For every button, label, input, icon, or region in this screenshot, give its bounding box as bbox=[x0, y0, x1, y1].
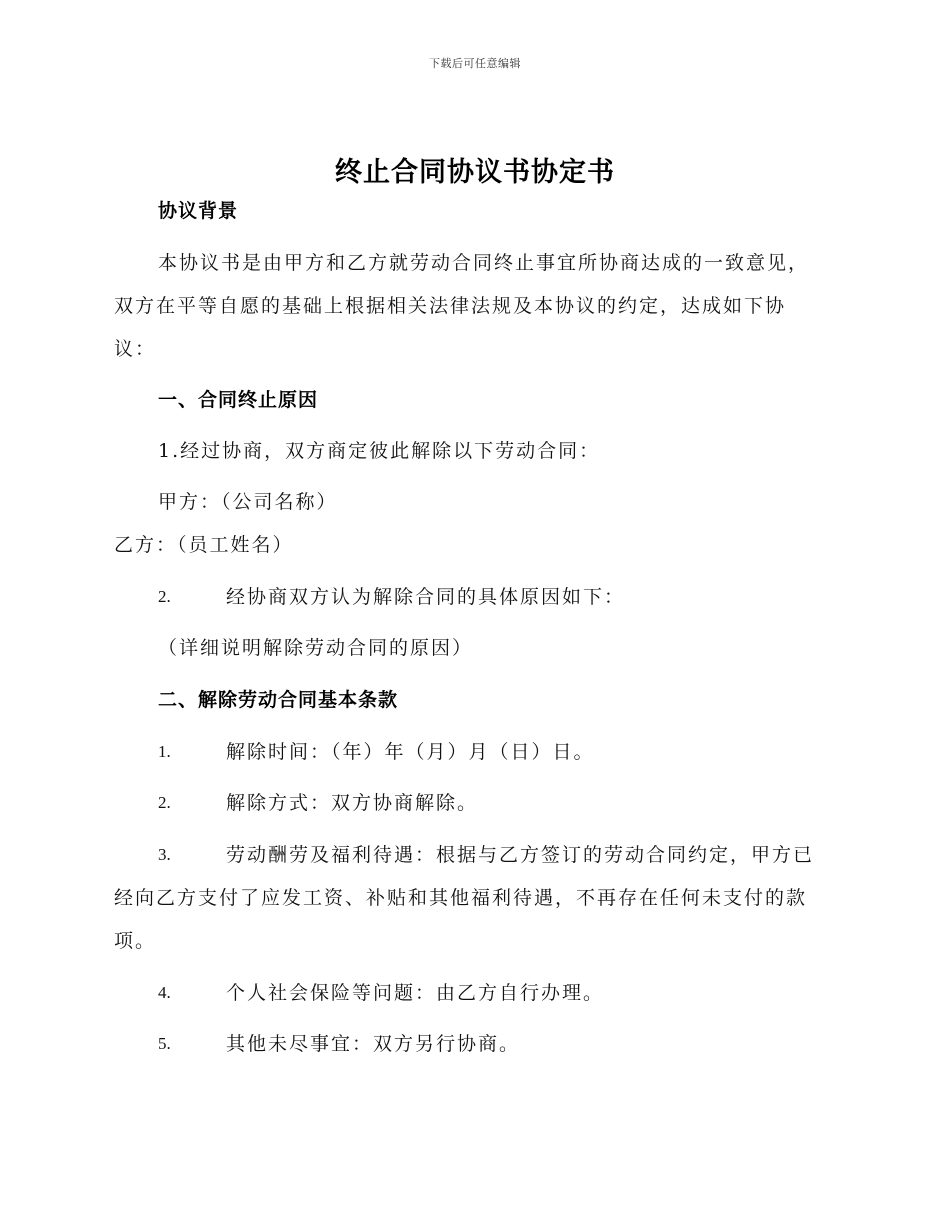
background-paragraph-line-3: 议： bbox=[114, 338, 157, 360]
party-b-line: 乙方：（员工姓名） bbox=[114, 534, 294, 556]
section2-item-4-text: 个人社会保险等问题：由乙方自行办理。 bbox=[226, 982, 605, 1004]
section2-item-3-number: 3. bbox=[158, 845, 171, 864]
party-a-line: 甲方：（公司名称） bbox=[158, 491, 338, 513]
section2-item-3-continuation-1: 经向乙方支付了应发工资、补贴和其他福利待遇，不再存在任何未支付的款 bbox=[114, 887, 808, 909]
document-title: 终止合同协议书协定书 bbox=[335, 157, 615, 188]
background-paragraph-line-2: 双方在平等自愿的基础上根据相关法律法规及本协议的约定，达成如下协 bbox=[114, 295, 787, 317]
background-heading: 协议背景 bbox=[158, 200, 239, 222]
section2-item-1-number: 1. bbox=[158, 742, 171, 761]
section2-item-4-number: 4. bbox=[158, 983, 171, 1002]
section2-item-5-text: 其他未尽事宜：双方另行协商。 bbox=[226, 1033, 521, 1055]
section1-item-2-text: 经协商双方认为解除合同的具体原因如下： bbox=[226, 586, 626, 608]
section2-heading: 二、解除劳动合同基本条款 bbox=[158, 689, 399, 711]
section1-item-1: 1.经过协商，双方商定彼此解除以下劳动合同： bbox=[158, 440, 601, 462]
section1-item-2-number: 2. bbox=[158, 587, 171, 606]
section2-item-1-text: 解除时间：（年）年（月）月（日）日。 bbox=[226, 741, 595, 763]
section2-item-3-text: 劳动酬劳及福利待遇：根据与乙方签订的劳动合同约定，甲方已 bbox=[226, 844, 815, 866]
section2-item-5-number: 5. bbox=[158, 1034, 171, 1053]
reason-placeholder: （详细说明解除劳动合同的原因） bbox=[158, 637, 474, 659]
section2-item-2-number: 2. bbox=[158, 793, 171, 812]
section2-item-2-text: 解除方式：双方协商解除。 bbox=[226, 792, 479, 814]
section2-item-3-continuation-2: 项。 bbox=[114, 930, 157, 952]
header-note: 下载后可任意编辑 bbox=[429, 57, 521, 70]
background-paragraph-line-1: 本协议书是由甲方和乙方就劳动合同终止事宜所协商达成的一致意见， bbox=[158, 252, 810, 274]
section1-heading: 一、合同终止原因 bbox=[158, 389, 319, 411]
